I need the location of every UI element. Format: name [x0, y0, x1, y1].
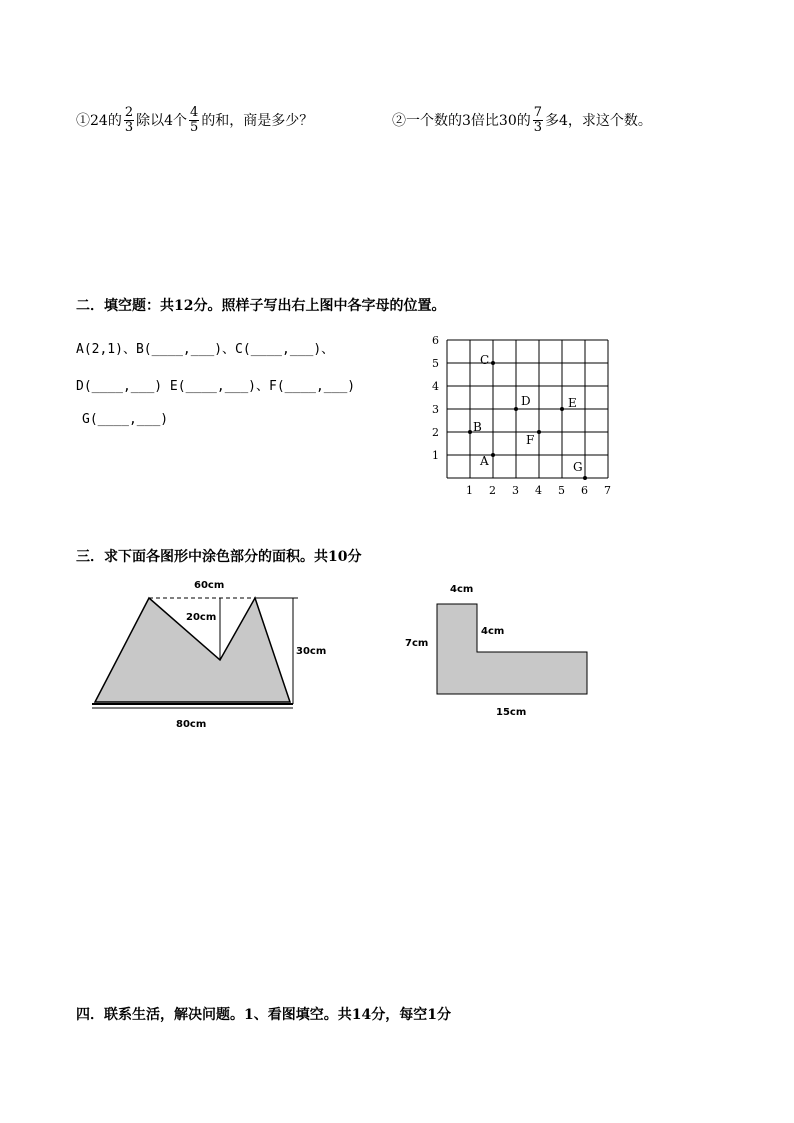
- shaded-region: [437, 604, 587, 694]
- section-2-heading: 二．填空题：共12分。照样子写出右上图中各字母的位置。: [76, 298, 446, 314]
- q2-text-start: ②一个数的3倍比30的: [392, 112, 531, 129]
- label-30cm: 30cm: [296, 646, 327, 657]
- x-tick-label: 6: [581, 484, 588, 497]
- fraction-denominator: 3: [533, 120, 543, 135]
- point-label-f: F: [526, 433, 535, 447]
- point-f: [537, 430, 541, 434]
- point-label-c: C: [480, 353, 490, 367]
- y-tick-label: 4: [432, 380, 439, 393]
- point-label-b: B: [473, 420, 482, 434]
- label-60cm: 60cm: [194, 580, 225, 591]
- fraction-numerator: 4: [190, 105, 199, 120]
- x-tick-label: 3: [512, 484, 519, 497]
- y-tick-label: 6: [432, 334, 439, 347]
- fill-line-3: G(____,___): [82, 412, 169, 427]
- point-e: [560, 407, 564, 411]
- fraction-denominator: 3: [124, 120, 134, 135]
- grid-points: [468, 353, 587, 480]
- section-3-heading: 三．求下面各图形中涂色部分的面积。共10分: [76, 549, 362, 565]
- point-label-d: D: [521, 394, 531, 408]
- q1-text-end: 的和，商是多少？: [201, 112, 314, 129]
- question-2: [392, 106, 652, 135]
- label-7cm: 7cm: [405, 638, 429, 649]
- fill-line-1: A(2,1)、B(____,___)、C(____,___)、: [76, 342, 335, 357]
- point-label-a: A: [480, 454, 489, 468]
- x-tick-label: 4: [535, 484, 542, 497]
- q1-text-start: ①24的: [76, 112, 122, 129]
- point-c: [491, 361, 495, 365]
- q1-fraction-2: [189, 106, 199, 135]
- point-d: [514, 407, 518, 411]
- y-tick-label: 3: [432, 403, 439, 416]
- y-tick-label: 5: [432, 357, 439, 370]
- point-label-e: E: [568, 396, 577, 410]
- point-label-g: G: [573, 460, 583, 474]
- question-1: [76, 106, 313, 135]
- label-20cm: 20cm: [186, 612, 217, 623]
- x-tick-label: 1: [466, 484, 473, 497]
- fill-line-2: D(____,___) E(____,___)、F(____,___): [76, 379, 356, 394]
- y-tick-label: 1: [432, 449, 439, 462]
- fraction-numerator: 2: [124, 105, 134, 120]
- grid-lines: [447, 340, 608, 478]
- label-15cm: 15cm: [496, 707, 527, 718]
- label-4cm-inner: 4cm: [481, 626, 505, 637]
- label-4cm-top: 4cm: [450, 584, 474, 595]
- coordinate-grid: [420, 325, 620, 500]
- y-axis-ticks: [432, 334, 439, 462]
- figure-2: [400, 575, 600, 725]
- point-g: [583, 476, 587, 480]
- y-tick-label: 2: [432, 426, 439, 439]
- x-tick-label: 2: [489, 484, 496, 497]
- x-axis-ticks: [466, 484, 611, 497]
- point-a: [491, 453, 495, 457]
- q2-text-end: 多4，求这个数。: [545, 112, 652, 129]
- x-tick-label: 7: [604, 484, 611, 497]
- point-b: [468, 430, 472, 434]
- q2-fraction: [533, 106, 543, 135]
- q1-fraction-1: [124, 106, 134, 135]
- section-4-heading: 四．联系生活，解决问题。1、看图填空。共14分，每空1分: [76, 1007, 451, 1023]
- fraction-numerator: 7: [533, 105, 543, 120]
- label-80cm: 80cm: [176, 719, 207, 730]
- x-tick-label: 5: [558, 484, 565, 497]
- fraction-denominator: 5: [190, 120, 199, 135]
- figure-1: [86, 572, 346, 734]
- q1-text-mid: 除以4个: [136, 112, 188, 129]
